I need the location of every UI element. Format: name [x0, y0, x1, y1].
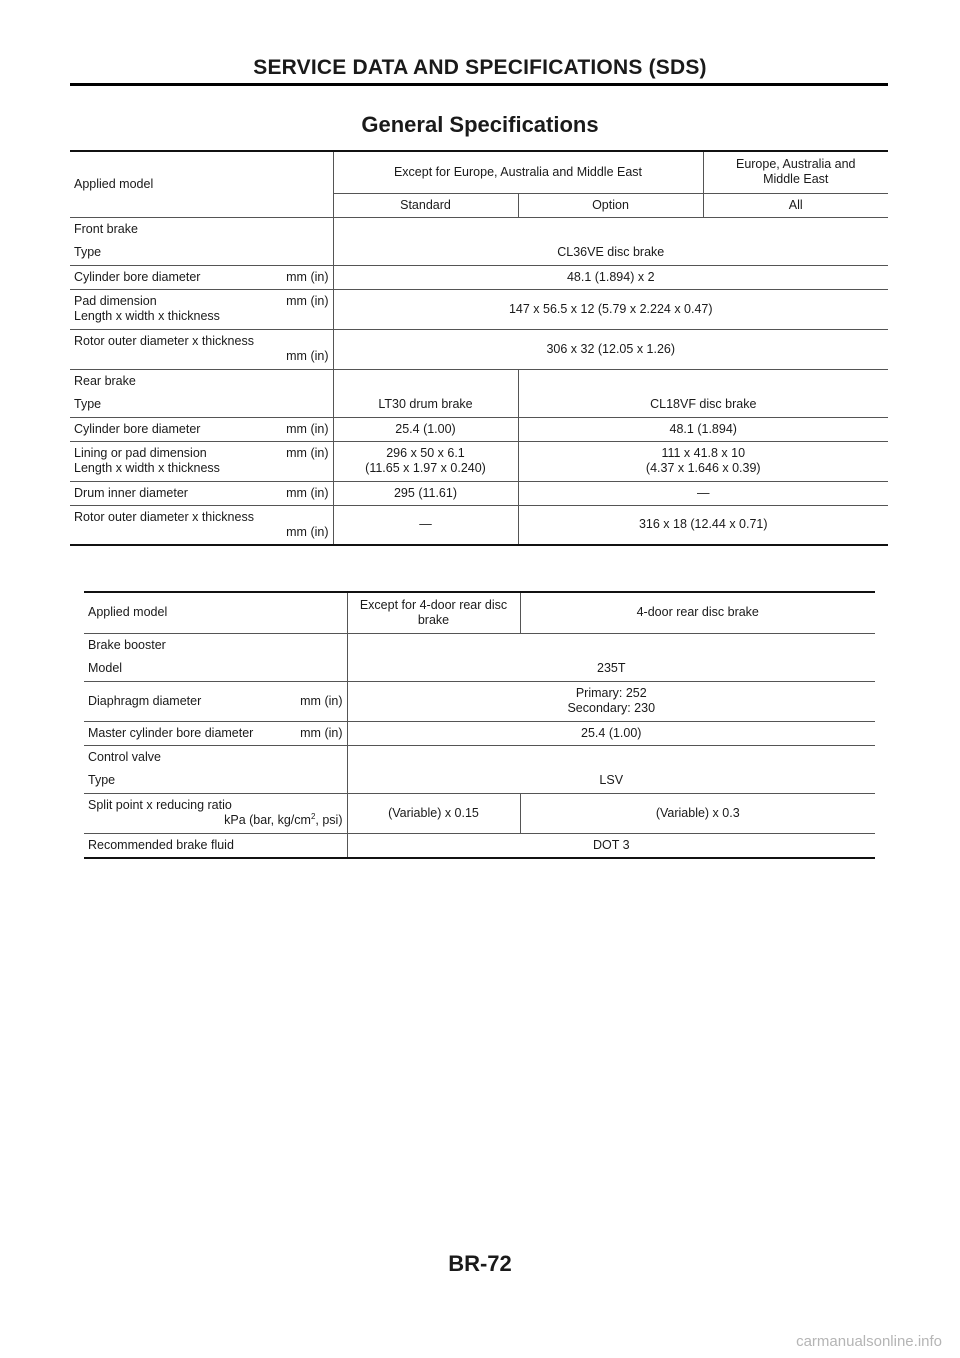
brake-fluid-value: DOT 3: [347, 833, 875, 858]
page-header-title: SERVICE DATA AND SPECIFICATIONS (SDS): [253, 56, 707, 79]
col-europe-line1: Europe, Australia and: [735, 157, 856, 172]
model-value: 235T: [347, 657, 875, 681]
booster-valve-table: [84, 591, 875, 859]
front-rotor-label: Rotor outer diameter x thickness mm (in): [70, 329, 333, 369]
model-label: Model: [84, 657, 347, 681]
rear-bore-label: Cylinder bore diameter mm (in): [70, 417, 333, 441]
rear-type-label: Type: [70, 393, 333, 417]
drum-inner-disc: —: [518, 481, 888, 505]
front-type-label: Type: [70, 241, 333, 265]
split-4door-value: (Variable) x 0.3: [520, 793, 875, 833]
header-rule: [70, 83, 888, 86]
sub-all: All: [703, 193, 888, 217]
rear-rotor-disc: 316 x 18 (12.44 x 0.71): [518, 505, 888, 545]
rear-rotor-label: Rotor outer diameter x thickness mm (in): [74, 509, 329, 539]
front-type-value: CL36VE disc brake: [333, 241, 888, 265]
lining-disc-value: 111 x 41.8 x 10 (4.37 x 1.646 x 0.39): [518, 441, 888, 481]
lining-dimension-label: Lining or pad dimension mm (in) Length x width x thickness: [70, 441, 333, 481]
front-bore-value: 48.1 (1.894) x 2: [333, 265, 888, 289]
rear-bore-disc: 48.1 (1.894): [518, 417, 888, 441]
applied-model-label: Applied model: [70, 151, 333, 217]
col-europe-line2: Middle East: [763, 172, 829, 187]
general-specifications-table: [70, 150, 888, 546]
sub-standard: Standard: [333, 193, 518, 217]
rear-type-drum: LT30 drum brake: [333, 393, 518, 417]
drum-inner-label: Drum inner diameter mm (in): [70, 481, 333, 505]
brake-fluid-label: Recommended brake fluid: [88, 837, 234, 852]
pad-dimension-label: Pad dimension mm (in) Length x width x thickness: [70, 289, 333, 329]
split-point-label: Split point x reducing ratio kPa (bar, $kg/cm^2$, psi): [84, 793, 347, 833]
master-cylinder-label: Master cylinder bore diameter mm (in): [84, 721, 347, 745]
pad-dimension-value: 147 x 56.5 x 12 (5.79 x 2.224 x 0.47): [333, 289, 888, 329]
front-bore-label: Cylinder bore diameter mm (in): [70, 265, 333, 289]
rear-brake-heading: Rear brake: [74, 373, 136, 388]
rear-rotor-drum: —: [333, 505, 518, 545]
col-4door: 4-door rear disc brake: [520, 592, 875, 633]
rear-bore-drum: 25.4 (1.00): [333, 417, 518, 441]
split-except-value: (Variable) x 0.15: [347, 793, 520, 833]
master-cylinder-value: 25.4 (1.00): [347, 721, 875, 745]
front-brake-heading: Front brake: [74, 221, 138, 236]
drum-inner-drum: 295 (11.61): [333, 481, 518, 505]
control-valve-heading: Control valve: [88, 749, 161, 764]
applied-model-label-2: Applied model: [84, 592, 347, 633]
watermark-text: carmanualsonline.info: [796, 1333, 942, 1350]
col-except-europe: Except for Europe, Australia and Middle East: [333, 151, 703, 193]
lining-drum-value: 296 x 50 x 6.1 (11.65 x 1.97 x 0.240): [333, 441, 518, 481]
section-title: General Specifications: [361, 112, 599, 137]
sub-option: Option: [518, 193, 703, 217]
page-code: BR-72: [448, 1251, 512, 1276]
diaphragm-label: Diaphragm diameter mm (in): [84, 681, 347, 721]
col-except-4door: Except for 4-door rear disc brake: [347, 592, 520, 633]
col-europe: [703, 151, 888, 193]
diaphragm-value: Primary: 252 Secondary: 230: [347, 681, 875, 721]
cv-type-label: Type: [84, 769, 347, 793]
booster-heading: Brake booster: [88, 637, 166, 652]
front-rotor-value: 306 x 32 (12.05 x 1.26): [333, 329, 888, 369]
cv-type-value: LSV: [347, 769, 875, 793]
rear-type-disc: CL18VF disc brake: [518, 393, 888, 417]
